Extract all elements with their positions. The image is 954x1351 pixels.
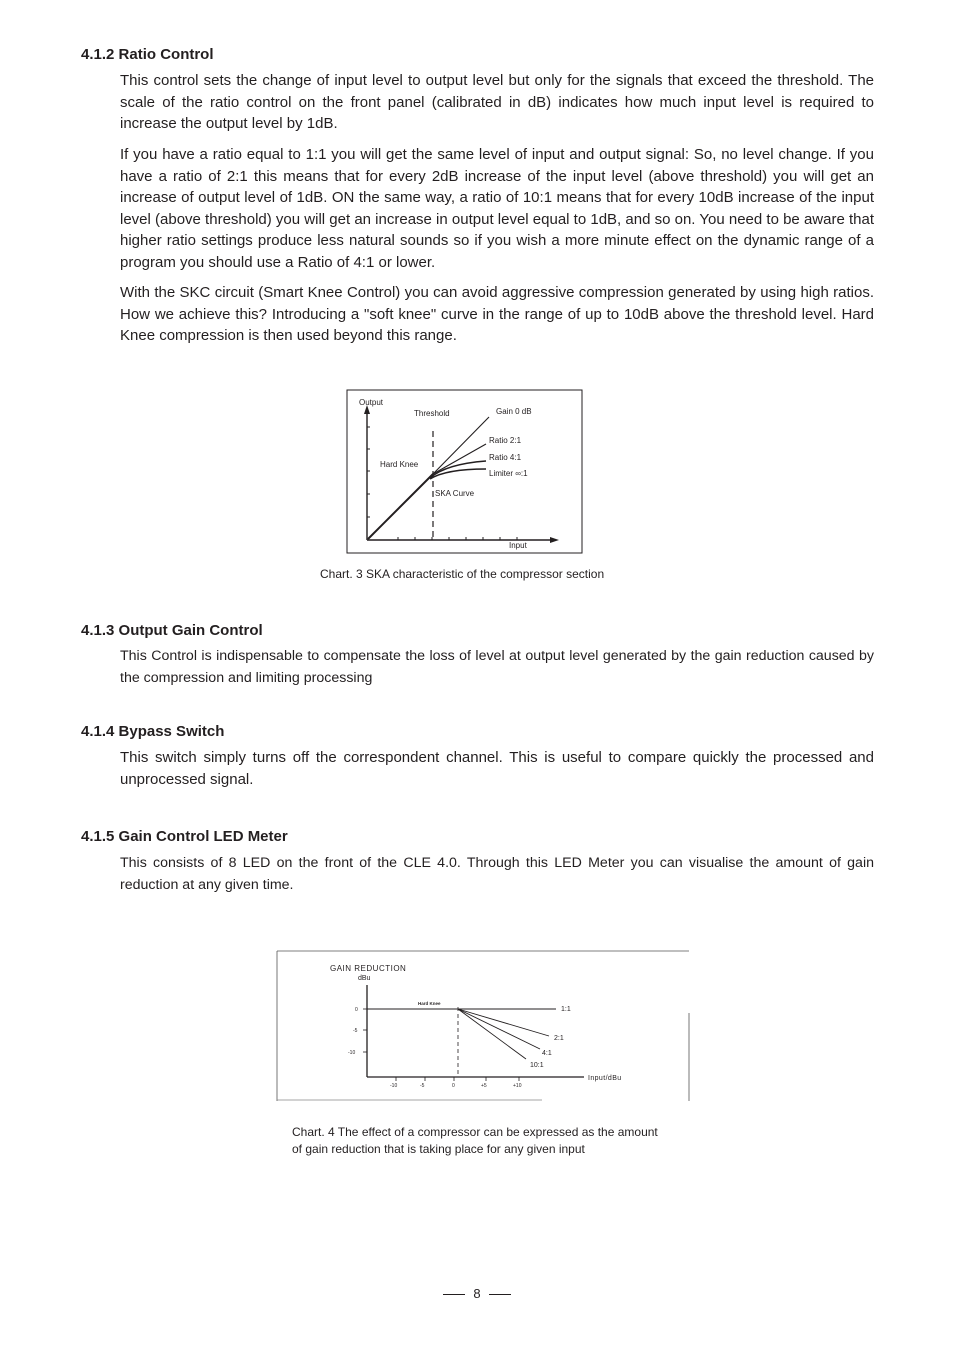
x-tick-plus10: +10 xyxy=(513,1083,522,1089)
label-gain: Gain 0 dB xyxy=(496,407,532,416)
label-ratio-1-1: 1:1 xyxy=(561,1006,571,1013)
label-ratio-10-1: 10:1 xyxy=(530,1062,544,1069)
x-tick-0: 0 xyxy=(452,1083,455,1089)
label-ska-curve: SKA Curve xyxy=(435,489,475,498)
label-hard-knee: Hard Knee xyxy=(418,1001,441,1006)
paragraph: This consists of 8 LED on the front of the CLE 4.0. Through this LED Meter you can visualise the amount of gain reduction at any given time. xyxy=(120,855,874,893)
paragraph: This switch simply turns off the correspondent channel. This is useful to compare quickly the processed and unprocessed signal. xyxy=(120,749,874,788)
section-heading-output-gain: 4.1.3 Output Gain Control xyxy=(81,622,263,639)
paragraph: This Control is indispensable to compensate the loss of level at output level generated by the gain reduction caused by the compression and limiting processing xyxy=(120,648,874,686)
chart-ska-characteristic xyxy=(346,389,584,555)
section-heading-led-meter: 4.1.5 Gain Control LED Meter xyxy=(81,828,288,845)
chart-unit: dBu xyxy=(358,975,371,982)
axis-label-input: Input/dBu xyxy=(588,1075,622,1082)
section-heading-ratio-control: 4.1.2 Ratio Control xyxy=(81,46,214,63)
chart-gain-reduction xyxy=(274,949,692,1104)
paragraph: This control sets the change of input level to output level but only for the signals that exceed the threshold. The scale of the ratio control on the front panel (calibrated in dB) indicates how much input level is required to increase the output level by 1dB. xyxy=(120,72,874,132)
figure-caption: Chart. 4 The effect of a compressor can be expressed as the amount xyxy=(292,1125,658,1139)
label-ratio-4-1: 4:1 xyxy=(542,1050,552,1057)
chart-title: GAIN REDUCTION xyxy=(330,964,407,973)
label-ratio-2-1: Ratio 2:1 xyxy=(489,436,522,445)
section-heading-bypass: 4.1.4 Bypass Switch xyxy=(81,723,225,740)
figure-caption: Chart. 3 SKA characteristic of the compressor section xyxy=(320,567,605,581)
axis-label-output: Output xyxy=(359,398,384,407)
figure-caption: of gain reduction that is taking place for any given input xyxy=(292,1142,585,1156)
x-tick-minus5: -5 xyxy=(420,1083,425,1089)
label-limiter: Limiter ∞:1 xyxy=(489,469,528,478)
axis-label-input: Input xyxy=(509,541,527,550)
y-tick-minus10: -10 xyxy=(348,1050,356,1056)
paragraph: If you have a ratio equal to 1:1 you will get the same level of input and output signal: So, no level change. If you have a ratio of 2:1 this means that for every 2dB increase of the input level (above threshold) you will get an increase of output level of 1dB. ON the same way, a ratio of 10:1 means that for every 10dB increase of the input level (above threshold) you will get an increase in output level equal to 1dB, and so on. You need to be aware that higher ratio settings produce less natural sounds so if you wish a more minute effect on the dynamic range of a program you should use a Ratio of 4:1 or lower. xyxy=(120,146,874,271)
paragraph: With the SKC circuit (Smart Knee Control) you can avoid aggressive compression generated by using high ratios. How we achieve this? Introducing a "soft knee" curve in the range of up to 10dB above the threshold level. Hard Knee compression is then used beyond this range. xyxy=(120,284,874,344)
y-tick-0: 0 xyxy=(355,1007,358,1013)
label-threshold: Threshold xyxy=(414,409,450,418)
x-tick-minus10: -10 xyxy=(390,1083,398,1089)
page-number xyxy=(0,1286,954,1301)
label-ratio-4-1: Ratio 4:1 xyxy=(489,453,522,462)
page-number-text: 8 xyxy=(473,1286,481,1301)
label-hard-knee: Hard Knee xyxy=(380,460,419,469)
y-tick-minus5: -5 xyxy=(353,1028,358,1034)
label-ratio-2-1: 2:1 xyxy=(554,1035,564,1042)
x-tick-plus5: +5 xyxy=(481,1083,487,1089)
